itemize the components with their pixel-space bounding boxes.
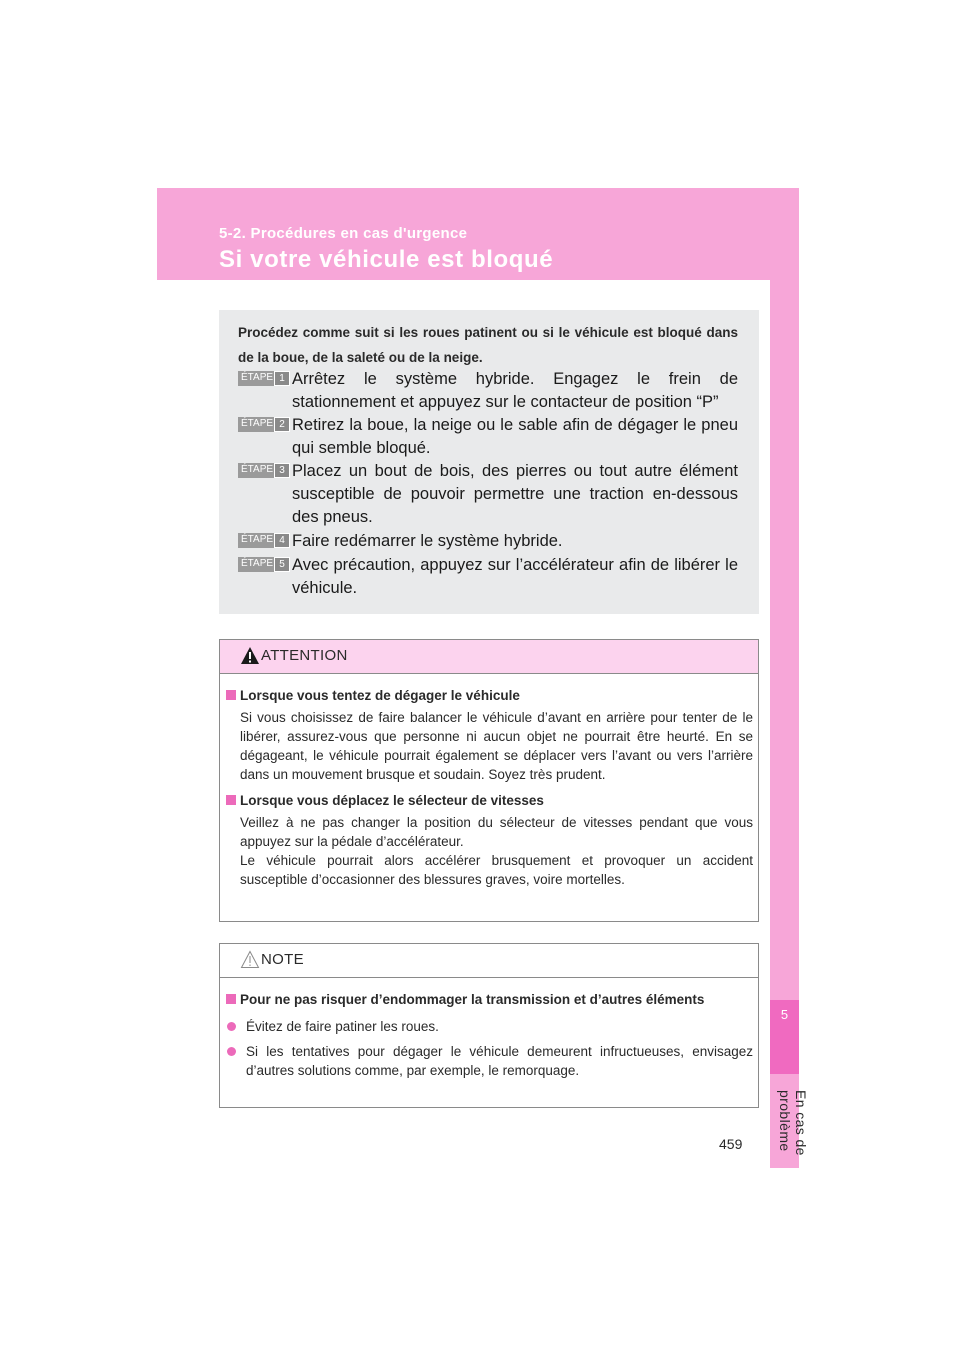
square-bullet-icon — [226, 994, 236, 1004]
step-text: Faire redémarrer le système hybride. — [292, 532, 563, 550]
step-number: 4 — [274, 533, 290, 548]
square-bullet-icon — [226, 795, 236, 805]
step-1 — [238, 368, 738, 414]
step-text: Arrêtez le système hybride. Engagez le frein de stationnement et appuyez sur le contacteur de position “P” — [292, 370, 738, 411]
page-number: 459 — [719, 1136, 743, 1152]
step-5 — [238, 554, 738, 600]
note-heading: Pour ne pas risquer d’endommager la transmission et d’autres éléments — [225, 990, 753, 1009]
step-number: 1 — [274, 371, 290, 386]
chapter-side-tab — [770, 280, 809, 1168]
attention-body — [220, 674, 758, 906]
procedure-panel — [219, 310, 759, 614]
round-bullet-icon — [227, 1022, 236, 1031]
chapter-header — [157, 188, 799, 280]
step-3 — [238, 460, 738, 529]
step-badge — [238, 371, 290, 386]
step-badge — [238, 557, 290, 572]
attention-text-2a: Veillez à ne pas changer la position du sélecteur de vitesses pendant que vous appuyez sur la pédale d’accélérateur. — [240, 815, 753, 849]
step-badge — [238, 463, 290, 478]
step-4 — [238, 530, 738, 553]
chapter-label: En cas de problème — [777, 1090, 809, 1156]
attention-box — [219, 639, 759, 922]
section-title: 5-2. Procédures en cas d'urgence — [219, 225, 468, 242]
note-header — [220, 944, 758, 978]
square-bullet-icon — [226, 690, 236, 700]
step-number: 3 — [274, 463, 290, 478]
round-bullet-icon — [227, 1047, 236, 1056]
step-badge — [238, 417, 290, 432]
attention-heading-1: Lorsque vous tentez de dégager le véhicule — [225, 686, 753, 705]
note-body — [220, 978, 758, 1090]
attention-heading-2: Lorsque vous déplacez le sélecteur de vitesses — [225, 791, 753, 810]
page-title: Si votre véhicule est bloqué — [219, 246, 554, 273]
chapter-number: 5 — [770, 1000, 799, 1074]
step-2 — [238, 414, 738, 460]
step-number: 5 — [274, 557, 290, 572]
attention-label: ATTENTION — [261, 647, 348, 664]
step-number: 2 — [274, 417, 290, 432]
step-text: Retirez la boue, la neige ou le sable afin de dégager le pneu qui semble bloqué. — [292, 416, 738, 457]
attention-header — [220, 640, 758, 674]
note-label: NOTE — [261, 951, 304, 968]
warning-icon — [240, 646, 260, 665]
attention-text-2b: Le véhicule pourrait alors accélérer brusquement et provoquer un accident susceptible d’occasionner des blessures graves, voire mortelles. — [240, 853, 753, 887]
note-bullet-1: Évitez de faire patiner les roues. — [225, 1017, 753, 1036]
step-word: ÉTAPE — [241, 372, 274, 383]
note-box — [219, 943, 759, 1108]
note-bullet-2: Si les tentatives pour dégager le véhicule demeurent infructueuses, envisagez d’autres solutions comme, par exemple, le remorquage. — [225, 1042, 753, 1080]
step-text: Placez un bout de bois, des pierres ou tout autre élément susceptible de pouvoir permettre une traction en-dessous des pneus. — [292, 462, 738, 526]
procedure-intro: Procédez comme suit si les roues patinent ou si le véhicule est bloqué dans de la boue, de la saleté ou de la neige. — [238, 325, 738, 365]
step-word: ÉTAPE — [241, 418, 274, 429]
attention-text-1: Si vous choisissez de faire balancer le véhicule d’avant en arrière pour tenter de le libérer, assurez-vous que personne ni aucun objet ne pourrait être heurté. En se dégageant, le véhicule pourrait également se déplacer vers l’avant ou vers l’arrière dans un mouvement brusque et soudain. Soyez très prudent. — [240, 710, 753, 782]
step-word: ÉTAPE — [241, 534, 274, 545]
step-word: ÉTAPE — [241, 464, 274, 475]
step-word: ÉTAPE — [241, 558, 274, 569]
step-text: Avec précaution, appuyez sur l’accélérateur afin de libérer le véhicule. — [292, 556, 738, 597]
caution-outline-icon — [240, 950, 260, 969]
step-badge — [238, 533, 290, 548]
